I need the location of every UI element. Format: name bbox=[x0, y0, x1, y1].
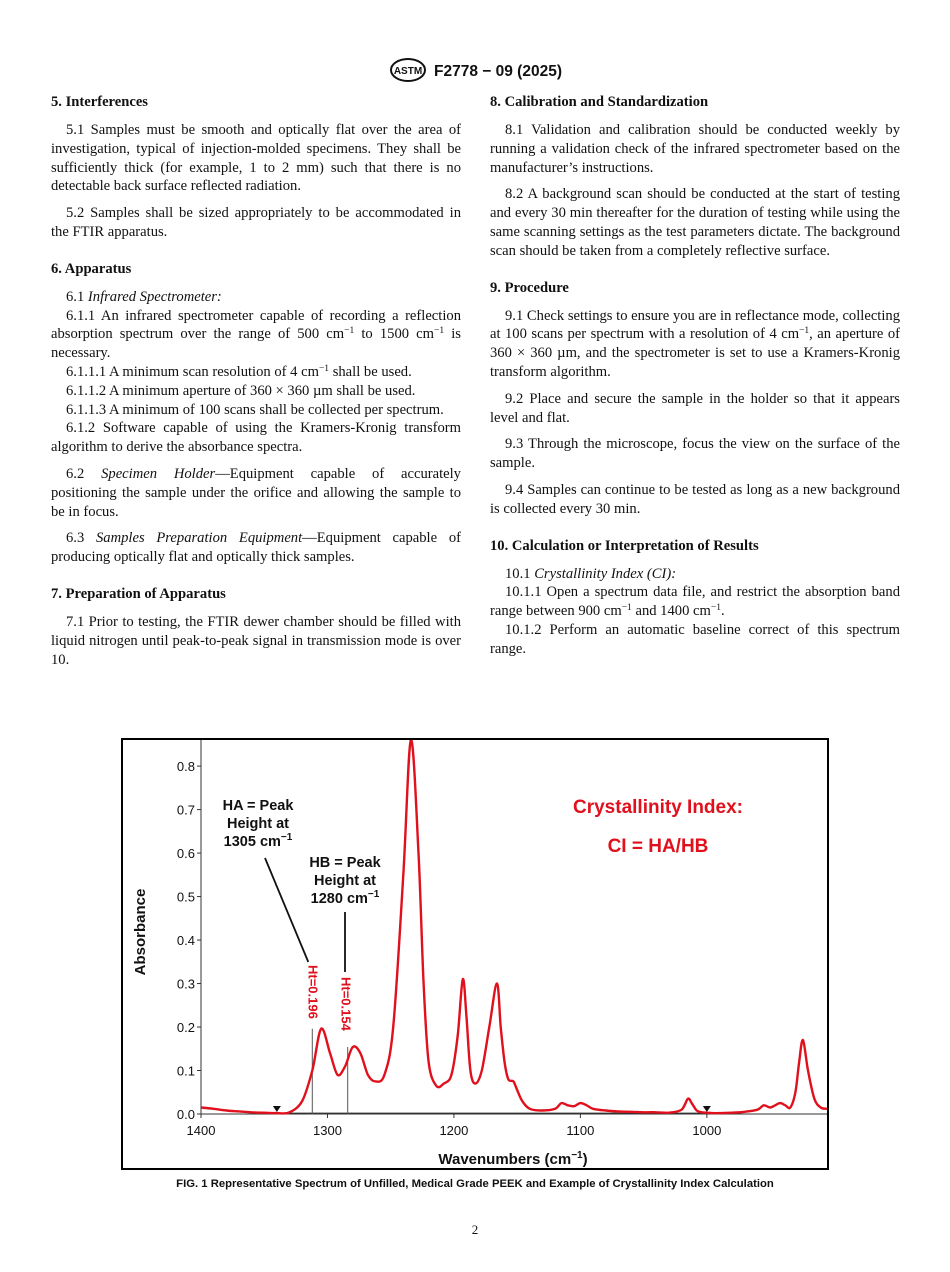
section-7-title: 7. Preparation of Apparatus bbox=[51, 585, 226, 602]
hb-label: HB = Peak bbox=[309, 855, 381, 871]
ci-title-line1: Crystallinity Index: bbox=[573, 797, 743, 818]
svg-text:ASTM: ASTM bbox=[393, 66, 423, 77]
astm-logo-icon bbox=[388, 58, 428, 82]
y-tick-label: 0.0 bbox=[176, 1107, 195, 1122]
para-9-3: 9.3 Through the microscope, focus the view on the surface of the sample. bbox=[490, 436, 900, 472]
x-tick-label: 1400 bbox=[186, 1123, 216, 1138]
para-8-1: 8.1 Validation and calibration should be conducted weekly by running a validation check of the infrared spectrometer based on the manufacturer’s instructions. bbox=[490, 122, 900, 176]
x-tick-label: 1100 bbox=[566, 1123, 595, 1138]
para-6-1-2: 6.1.2 Software capable of using the Kramers-Kronig transform algorithm to derive the absorbance spectra. bbox=[51, 420, 461, 456]
page-header bbox=[0, 58, 950, 82]
para-6-1-1: 6.1.1 An infrared spectrometer capable of recording a reflection absorption spectrum over the range of 500 $cm^{-1}$ to 1500 $cm^{-1}$ is necessary. bbox=[51, 307, 461, 362]
para-8-2: 8.2 A background scan should be conducted at the start of testing and every 30 min thereafter for the duration of testing while using the same scanning settings as the test parameters dictate. The background scan should be taken from a completely reflective surface. bbox=[490, 186, 900, 259]
para-9-4: 9.4 Samples can continue to be tested as long as a new background is collected every 30 min. bbox=[490, 481, 900, 517]
right-column bbox=[490, 93, 900, 659]
para-6-1: 6.1 Infrared Spectrometer: bbox=[66, 288, 222, 305]
section-5-title: 5. Interferences bbox=[51, 94, 148, 110]
ht-b-label: Ht=0.154 bbox=[338, 977, 354, 1031]
ha-label: HA = Peak bbox=[222, 798, 294, 814]
para-6-1-1-2: 6.1.1.2 A minimum aperture of 360 × 360 µm shall be used. bbox=[66, 382, 416, 399]
ha-label: Height at bbox=[226, 816, 290, 832]
y-tick-label: 0.3 bbox=[176, 976, 195, 992]
x-tick-label: 1000 bbox=[692, 1123, 722, 1138]
ht-a-label: Ht=0.196 bbox=[305, 965, 321, 1019]
section-10-title: 10. Calculation or Interpretation of Results bbox=[490, 537, 759, 554]
page-number: 2 bbox=[471, 1222, 479, 1237]
ha-label-sup: −1 bbox=[280, 832, 293, 843]
y-tick-label: 0.8 bbox=[176, 759, 195, 775]
absorbance-chart bbox=[123, 740, 827, 1168]
ha-pointer-line bbox=[265, 858, 308, 962]
y-tick-label: 0.4 bbox=[176, 933, 195, 949]
figure-1 bbox=[121, 738, 829, 1170]
ha-label: 1305 $cm^{-1}$ bbox=[223, 832, 293, 850]
y-tick-label: 0.6 bbox=[176, 846, 195, 862]
para-10-1-2: 10.1.2 Perform an automatic baseline correct of this spectrum range. bbox=[490, 621, 900, 657]
section-9-title: 9. Procedure bbox=[490, 279, 569, 296]
y-axis-label: Absorbance bbox=[132, 888, 149, 976]
para-6-3: 6.3 Samples Preparation Equipment—Equipment capable of producing optically flat and optically thick samples. bbox=[51, 530, 461, 566]
x-axis-label: Wavenumbers $(cm^{-1})$ bbox=[438, 1150, 588, 1168]
para-7-1: 7.1 Prior to testing, the FTIR dewer chamber should be filled with liquid nitrogen until peak-to-peak signal in transmission mode is over 10. bbox=[51, 613, 461, 668]
para-6-1-1-3: 6.1.1.3 A minimum of 100 scans shall be collected per spectrum. bbox=[66, 401, 444, 418]
para-5-2: 5.2 Samples shall be sized appropriately to be accommodated in the FTIR apparatus. bbox=[51, 205, 461, 240]
document-designation: F2778 − 09 (2025) bbox=[434, 63, 562, 80]
para-10-1-1: 10.1.1 Open a spectrum data file, and restrict the absorption band range between 900 $cm^{-1}$ and 1400 $cm^{-1}$. bbox=[490, 584, 900, 620]
para-9-2: 9.2 Place and secure the sample in the holder so that it appears level and flat. bbox=[490, 390, 900, 426]
y-tick-label: 0.1 bbox=[176, 1063, 195, 1079]
y-tick-label: 0.5 bbox=[176, 889, 195, 905]
x-tick-label: 1300 bbox=[313, 1123, 342, 1138]
baseline-marker-icon bbox=[703, 1106, 711, 1112]
x-tick-label: 1200 bbox=[439, 1123, 469, 1138]
ci-title-line2: CI = HA/HB bbox=[607, 836, 709, 857]
left-column bbox=[51, 93, 461, 677]
para-6-1-1-1: 6.1.1.1 A minimum scan resolution of 4 $cm^{-1}$ shall be used. bbox=[66, 363, 412, 380]
para-5-1: 5.1 Samples must be smooth and optically flat over the area of investigation, typical of injection-molded specimens. They shall be sufficiently thick (for example, 1 to 2 mm) such that there is no detectable back surface reflected radiation. bbox=[51, 122, 461, 195]
section-8-title: 8. Calibration and Standardization bbox=[490, 94, 709, 110]
para-6-2: 6.2 Specimen Holder—Equipment capable of accurately positioning the sample under the orifice and allowing the sample to be in focus. bbox=[51, 465, 461, 520]
para-10-1: 10.1 Crystallinity Index (CI): bbox=[505, 565, 677, 582]
baseline-marker-icon bbox=[273, 1106, 281, 1112]
hb-label: 1280 $cm^{-1}$ bbox=[310, 889, 380, 907]
y-tick-label: 0.7 bbox=[176, 802, 195, 818]
hb-label: Height at bbox=[313, 873, 377, 889]
hb-label-sup: −1 bbox=[367, 889, 380, 900]
figure-caption: FIG. 1 Representative Spectrum of Unfilled, Medical Grade PEEK and Example of Crystallinity Index Calculation bbox=[176, 1178, 774, 1190]
section-6-title: 6. Apparatus bbox=[51, 260, 132, 277]
y-tick-label: 0.2 bbox=[176, 1020, 195, 1036]
para-9-1: 9.1 Check settings to ensure you are in reflectance mode, collecting at 100 scans per spectrum with a resolution of 4 $cm^{-1}$, an aperture of 360 × 360 µm, and the spectrometer is set to use a Kramers-Kronig transform algorithm. bbox=[490, 307, 900, 380]
